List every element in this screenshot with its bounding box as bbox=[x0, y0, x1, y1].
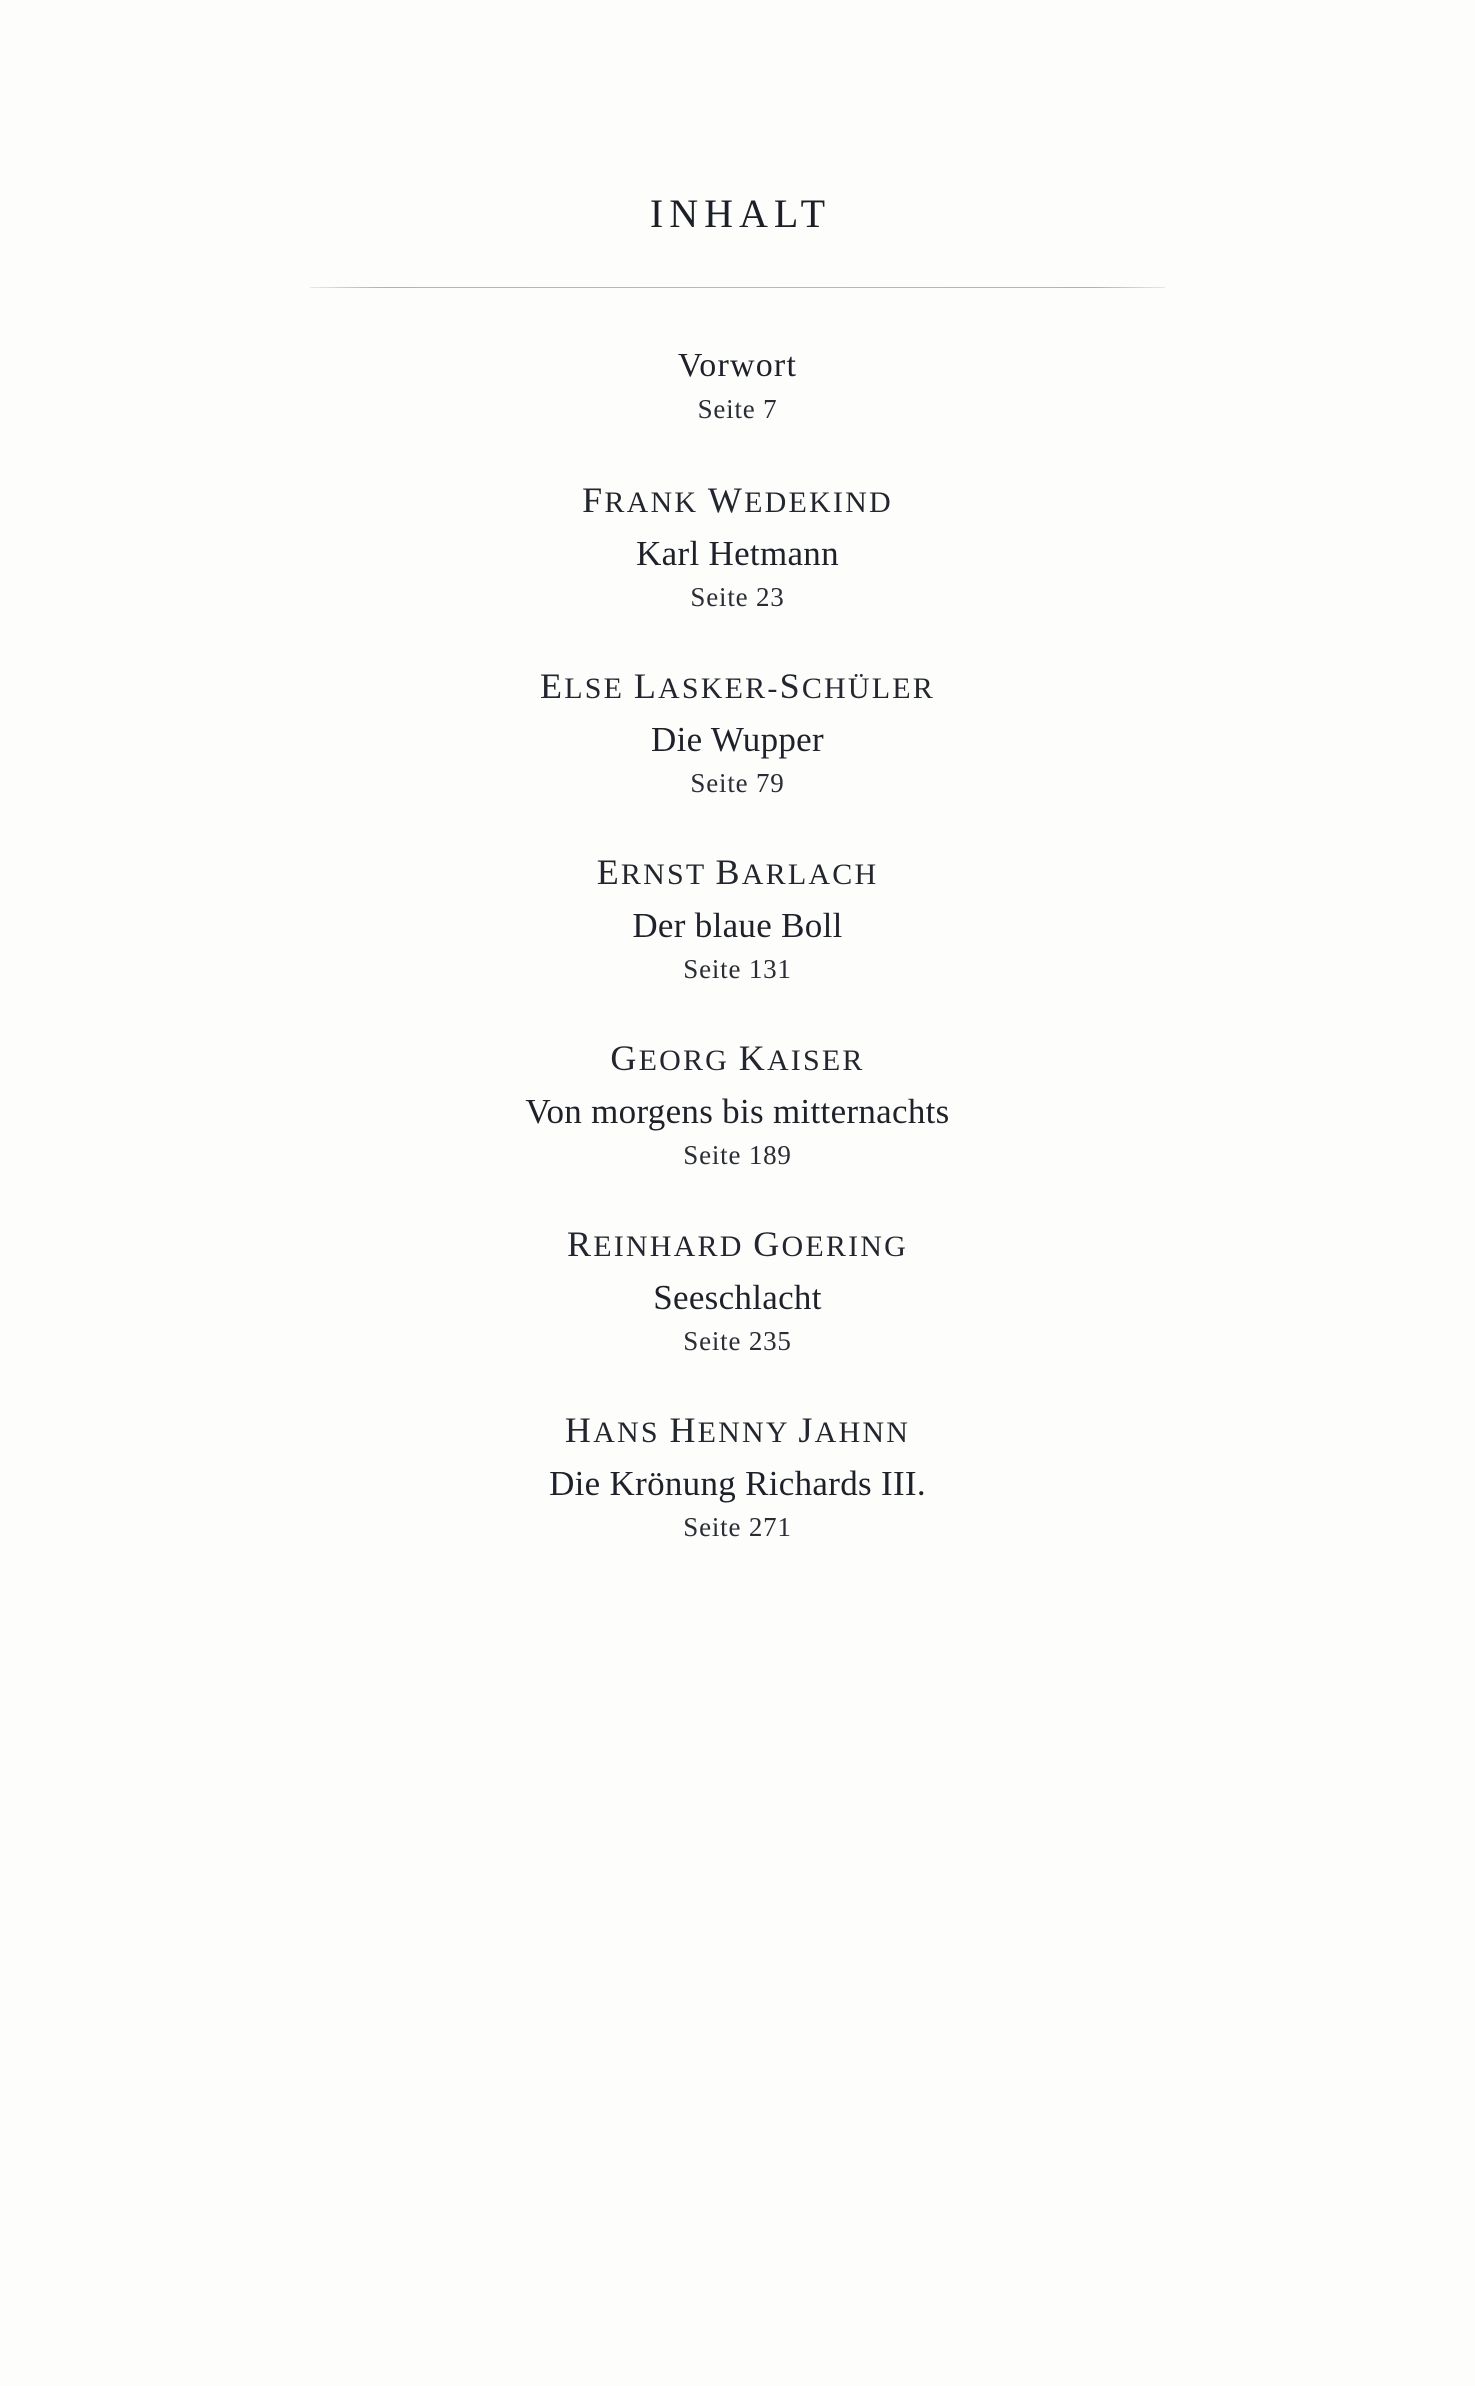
toc-entry-page: Seite 271 bbox=[683, 1512, 792, 1543]
divider-line bbox=[310, 287, 1165, 288]
toc-entry-author: HANS HENNY JAHNN bbox=[564, 1410, 911, 1451]
toc-entry-page: Seite 131 bbox=[683, 954, 792, 985]
toc-entry[interactable] bbox=[0, 1407, 1475, 1543]
toc-entry-page: Seite 235 bbox=[683, 1326, 792, 1357]
toc-entry-title: Karl Hetmann bbox=[636, 533, 839, 573]
toc-entry-author: ELSE LASKER-SCHÜLER bbox=[539, 666, 936, 707]
toc-entry[interactable] bbox=[0, 1221, 1475, 1357]
toc-entry-title: Von morgens bis mitternachts bbox=[525, 1091, 950, 1131]
toc-entry[interactable] bbox=[0, 663, 1475, 799]
toc-entry[interactable] bbox=[0, 849, 1475, 985]
toc-entry-title: Der blaue Boll bbox=[632, 905, 843, 945]
toc-entry-title: Seeschlacht bbox=[653, 1277, 822, 1317]
toc-entry[interactable] bbox=[0, 477, 1475, 613]
toc-entry-author: FRANK WEDEKIND bbox=[582, 480, 893, 521]
title-divider bbox=[0, 287, 1475, 288]
toc-entry-title: Die Krönung Richards III. bbox=[549, 1463, 926, 1503]
toc-entry-page: Seite 23 bbox=[690, 582, 785, 613]
toc-entry-author: ERNST BARLACH bbox=[596, 852, 879, 893]
toc-entry-page: Seite 79 bbox=[690, 768, 785, 799]
toc-entry[interactable] bbox=[0, 1035, 1475, 1171]
toc-entry-author: GEORG KAISER bbox=[610, 1038, 865, 1079]
toc-entry-title: Vorwort bbox=[677, 347, 798, 384]
toc-entry-author: REINHARD GOERING bbox=[566, 1224, 909, 1265]
toc-entry-page: Seite 189 bbox=[683, 1140, 792, 1171]
toc-entry-title: Die Wupper bbox=[651, 719, 824, 759]
toc-entry-list bbox=[0, 344, 1475, 1543]
toc-entry[interactable] bbox=[0, 344, 1475, 425]
toc-entry-page: Seite 7 bbox=[697, 394, 778, 425]
page-title: INHALT bbox=[649, 191, 832, 236]
